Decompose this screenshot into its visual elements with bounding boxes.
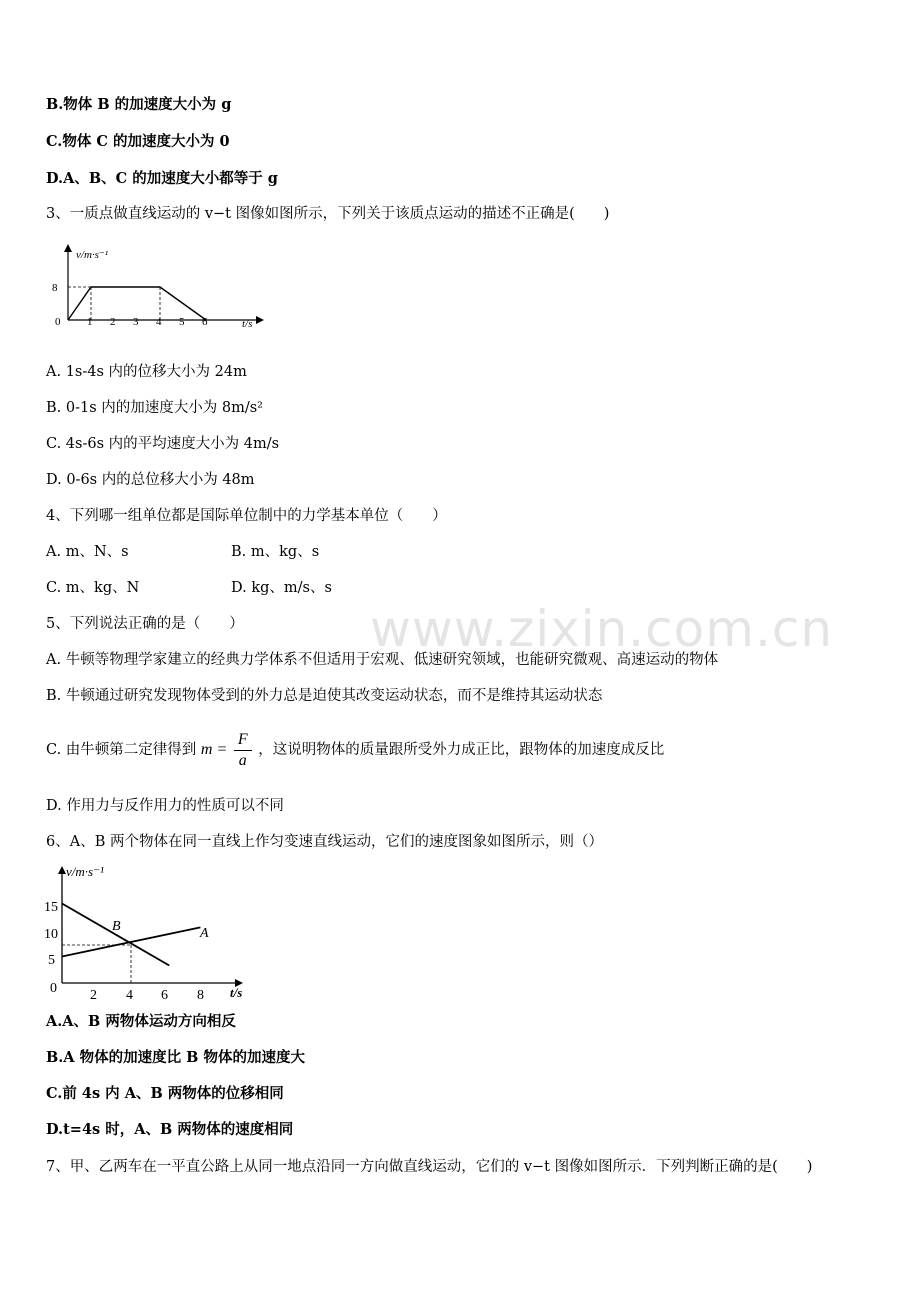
q3-option-d: D. 0-6s 内的总位移大小为 48m bbox=[46, 472, 255, 488]
c1-xtick: 0 bbox=[55, 316, 61, 328]
q4-option-d: D. kg、m/s、s bbox=[231, 580, 332, 596]
c2-xtick: 8 bbox=[197, 988, 204, 1003]
q7-stem: 7、甲、乙两车在一平直公路上从同一地点沿同一方向做直线运动，它们的 v−t 图像如图所示．下列判断正确的是( ) bbox=[46, 1159, 813, 1175]
c1-xtick: 1 bbox=[87, 316, 93, 328]
q3-option-a: A. 1s-4s 内的位移大小为 24m bbox=[46, 364, 247, 380]
c2-xtick: 6 bbox=[161, 988, 168, 1003]
c2-ytick: 15 bbox=[44, 900, 58, 915]
q4-option-c: C. m、kg、N bbox=[46, 580, 140, 596]
c1-xtick: 5 bbox=[179, 316, 185, 328]
q6-stem: 6、A、B 两个物体在同一直线上作匀变速直线运动，它们的速度图象如图所示，则（） bbox=[46, 834, 603, 850]
formula-fraction bbox=[234, 730, 252, 771]
q3-option-c: C. 4s-6s 内的平均速度大小为 4m/s bbox=[46, 436, 280, 452]
q5-option-c-post: ，这说明物体的质量跟所受外力成正比，跟物体的加速度成反比 bbox=[258, 742, 665, 758]
c1-xtick: 3 bbox=[133, 316, 139, 328]
q5-option-c-pre: C. 由牛顿第二定律得到 bbox=[46, 742, 197, 758]
formula-lhs: m = bbox=[200, 741, 228, 758]
q5-option-d: D. 作用力与反作用力的性质可以不同 bbox=[46, 798, 284, 814]
q6-option-a: A.A、B 两物体运动方向相反 bbox=[46, 1013, 236, 1030]
formula-numerator: F bbox=[234, 730, 252, 751]
c1-xtick: 2 bbox=[110, 316, 116, 328]
q5-stem: 5、下列说法正确的是（ ） bbox=[46, 616, 244, 632]
q5-option-a: A. 牛顿等物理学家建立的经典力学体系不但适用于宏观、低速研究领域，也能研究微观、高速运动的物体 bbox=[46, 652, 719, 668]
c2-xtick: 4 bbox=[126, 988, 133, 1003]
q2-option-c: C.物体 C 的加速度大小为 0 bbox=[46, 133, 230, 150]
c1-xtick: 6 bbox=[202, 316, 208, 328]
q2-option-b: B.物体 B 的加速度大小为 g bbox=[46, 96, 232, 113]
q6-vt-chart bbox=[40, 860, 260, 1005]
q5-option-b: B. 牛顿通过研究发现物体受到的外力总是迫使其改变运动状态，而不是维持其运动状态 bbox=[46, 688, 603, 704]
q2-option-d: D.A、B、C 的加速度大小都等于 g bbox=[46, 170, 278, 187]
q4-option-b: B. m、kg、s bbox=[231, 544, 320, 560]
q4-row-1 bbox=[46, 542, 546, 562]
c2-legend-a: A bbox=[200, 926, 209, 941]
q4-stem: 4、下列哪一组单位都是国际单位制中的力学基本单位（ ） bbox=[46, 508, 447, 524]
c1-xlabel: t/s bbox=[242, 318, 253, 330]
chart-series-b bbox=[62, 904, 169, 966]
c2-ytick: 10 bbox=[44, 927, 58, 942]
c1-ylabel: v/m·s⁻¹ bbox=[76, 249, 109, 261]
q3-stem: 3、一质点做直线运动的 v−t 图像如图所示，下列关于该质点运动的描述不正确是( ) bbox=[46, 206, 610, 222]
q4-option-a: A. m、N、s bbox=[46, 544, 129, 560]
watermark: www.zixin.com.cn bbox=[370, 600, 834, 658]
q6-option-d: D.t=4s 时，A、B 两物体的速度相同 bbox=[46, 1121, 294, 1138]
formula-denominator: a bbox=[238, 751, 247, 769]
c2-legend-b: B bbox=[112, 919, 121, 934]
c2-xtick: 0 bbox=[50, 981, 57, 996]
q6-option-b: B.A 物体的加速度比 B 物体的加速度大 bbox=[46, 1049, 305, 1066]
c2-ytick: 5 bbox=[48, 953, 55, 968]
q5-option-c bbox=[46, 728, 664, 772]
c2-xtick: 2 bbox=[90, 988, 97, 1003]
q3-option-b: B. 0-1s 内的加速度大小为 8m/s² bbox=[46, 400, 263, 416]
c1-ytick: 8 bbox=[52, 282, 58, 294]
c2-xlabel: t/s bbox=[230, 985, 243, 1000]
q6-option-c: C.前 4s 内 A、B 两物体的位移相同 bbox=[46, 1085, 284, 1102]
q4-row-2 bbox=[46, 578, 546, 598]
c2-ylabel: v/m·s⁻¹ bbox=[66, 864, 104, 879]
c1-xtick: 4 bbox=[156, 316, 162, 328]
q3-vt-chart bbox=[46, 240, 276, 340]
